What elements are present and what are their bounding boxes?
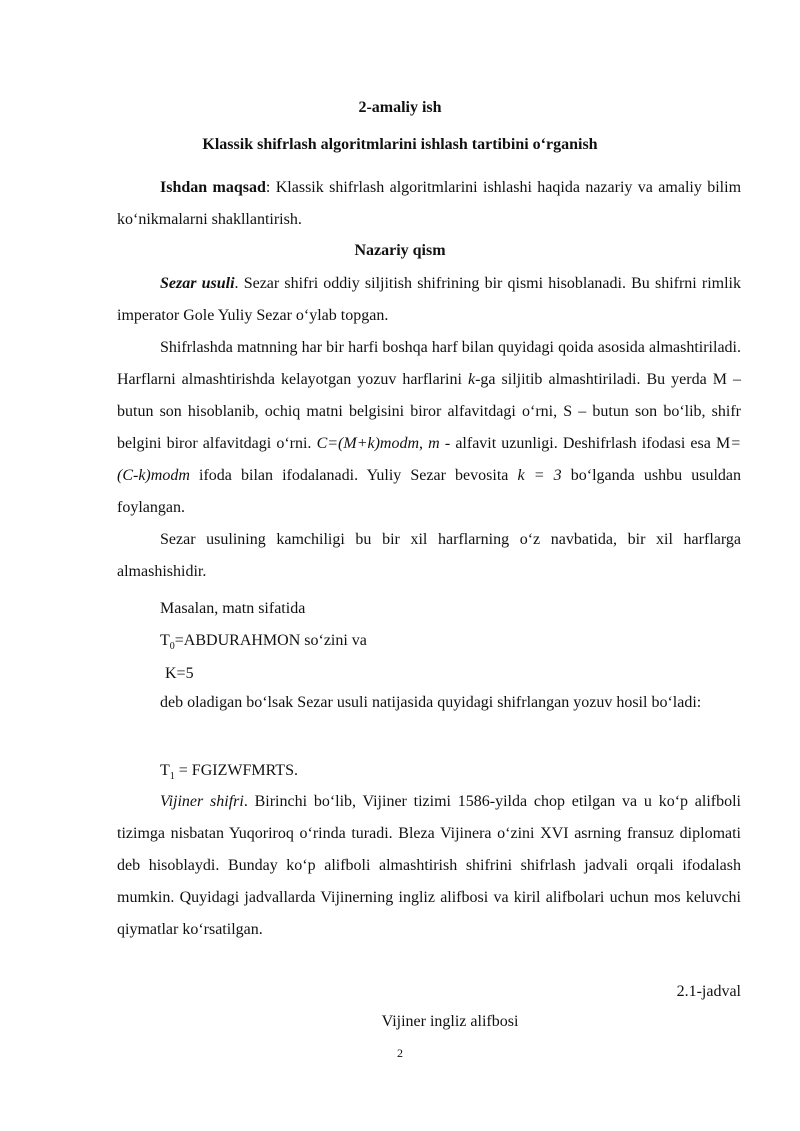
- goal-paragraph: [117, 172, 741, 236]
- rule-text-b: -ga siljitib almashtiriladi. Bu yerda M – butun son hisoblanib, ochiq matni belgisini biror alfavitdagi o‘rni, S – butun son bo‘lib, shifr belgini biror alfavitdagi o‘rni.: [117, 371, 742, 452]
- rule-m: m: [428, 435, 440, 452]
- caesar-drawback-paragraph: Sezar usulining kamchiligi bu bir xil harflarning o‘z navbatida, bir xil harflarga almashishidir.: [117, 531, 741, 580]
- caesar-label: Sezar usuli: [160, 275, 235, 292]
- t0-value: =ABDURAHMON so‘zini va: [174, 632, 367, 649]
- vigenere-label: Vijiner shifri: [160, 793, 244, 810]
- key-line: K=5: [165, 665, 194, 682]
- table-caption: Vijiner ingliz alifbosi: [381, 1013, 519, 1030]
- t1-label: T: [160, 762, 170, 779]
- table-label: 2.1-jadval: [676, 983, 741, 1000]
- t1-value: = FGIZWFMRTS.: [174, 762, 298, 779]
- t0-label: T: [160, 632, 170, 649]
- goal-text: : Klassik shifrlash algoritmlarini ishlashi haqida nazariy va amaliy bilim ko‘nikmalarni shakllantirish.: [117, 179, 742, 228]
- rule-text-a: Shifrlashda matnning har bir harfi boshqa harf bilan quyidagi qoida asosida almashtiriladi. Harflarni almashtirishda kelayotgan yozuv harflarini: [117, 339, 741, 388]
- plaintext-line: [160, 631, 367, 657]
- caesar-rule-paragraph: [117, 332, 741, 524]
- caesar-intro-text: . Sezar shifri oddiy siljitish shifrining bir qismi hisoblanadi. Bu shifrni rimlik imperator Gole Yuliy Sezar o‘ylab topgan.: [117, 275, 741, 324]
- vigenere-paragraph: [117, 786, 741, 946]
- t1-subscript: 1: [169, 771, 175, 783]
- rule-k: k: [467, 371, 476, 388]
- rule-k3: k = 3: [517, 467, 562, 484]
- encrypt-formula: C=(M+k)modm: [316, 435, 420, 452]
- rule-text-c: ,: [419, 435, 429, 452]
- page-number: 2: [397, 1046, 403, 1060]
- decrypt-formula: =(C-k)modm: [117, 435, 742, 484]
- page-title: 2-amaliy ish: [358, 99, 442, 116]
- page-subtitle: Klassik shifrlash algoritmlarini ishlash tartibini o‘rganish: [202, 136, 598, 153]
- vigenere-text: . Birinchi bo‘lib, Vijiner tizimi 1586-yilda chop etilgan va u ko‘p alifboli tizimga nisbatan Yuqoriroq o‘rinda turadi. Bleza Vijinera o‘zini XVI asrning fransuz diplomati deb hisoblaydi. Bunday ko‘p alifboli almashtirish shifrini shifrlash jadvali orqali ifodalash mumkin. Quyidagi jadvallarda Vijinerning ingliz alifbosi va kiril alifbolari uchun mos keluvchi qiymatlar ko‘rsatilgan.: [117, 793, 742, 938]
- rule-text-e: ifoda bilan ifodalanadi. Yuliy Sezar bevosita: [189, 467, 518, 484]
- example-intro: Masalan, matn sifatida: [160, 600, 306, 617]
- t0-subscript: 0: [169, 641, 175, 653]
- rule-text-d: - alfavit uzunligi. Deshifrlash ifodasi esa M: [439, 435, 731, 452]
- caesar-intro-paragraph: [117, 268, 741, 332]
- ciphertext-line: [160, 761, 298, 787]
- rule-text-f: bo‘lganda ushbu usuldan foylangan.: [117, 467, 742, 516]
- result-paragraph: deb oladigan bo‘lsak Sezar usuli natijasida quyidagi shifrlangan yozuv hosil bo‘ladi:: [160, 694, 702, 711]
- section-title: Nazariy qism: [354, 242, 446, 259]
- goal-label: Ishdan maqsad: [160, 179, 266, 196]
